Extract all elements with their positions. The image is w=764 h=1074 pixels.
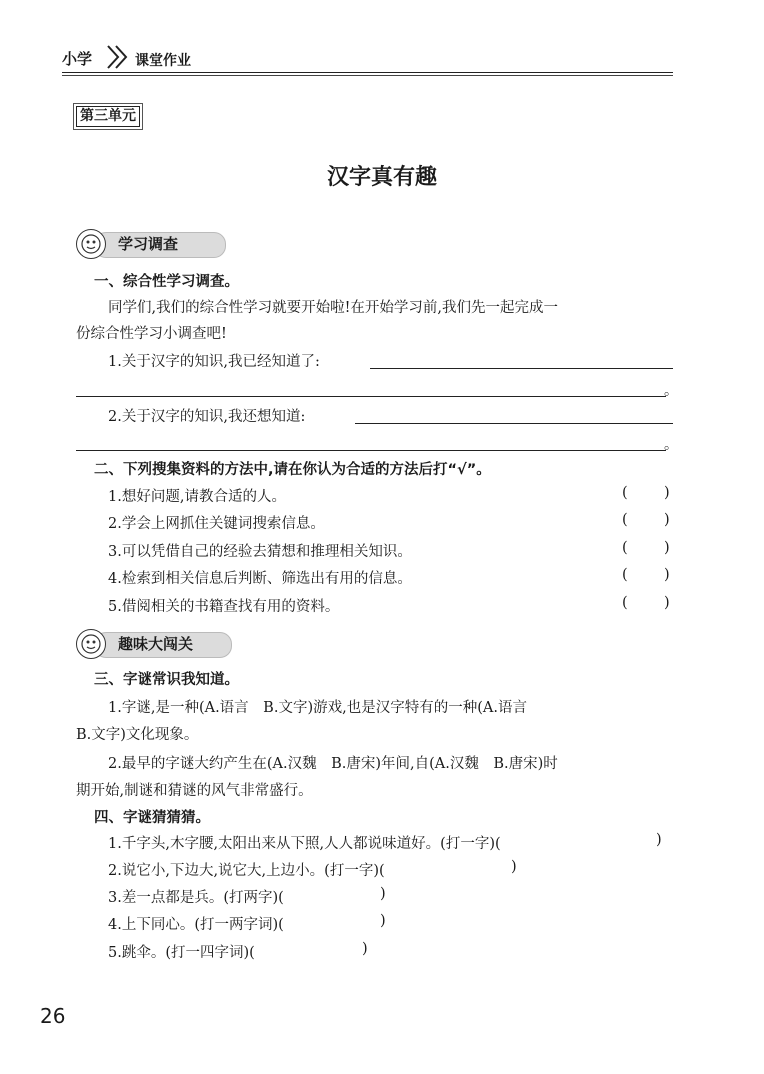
paren-close: ) <box>664 595 670 611</box>
header-rule-thin <box>62 75 673 76</box>
header-rule <box>62 72 673 73</box>
paren-open: ( <box>622 567 628 583</box>
paren-close: ) <box>511 859 517 875</box>
q2-item: 4.检索到相关信息后判断、筛选出有用的信息。 <box>108 571 412 587</box>
page-number: 26 <box>40 1004 66 1028</box>
paren-close: ) <box>656 832 662 848</box>
section-banner-fun <box>76 629 246 659</box>
q1-intro-line2: 份综合性学习小调查吧! <box>76 326 227 342</box>
paren-open: ( <box>622 595 628 611</box>
paren-close: ) <box>664 567 670 583</box>
answer-line[interactable] <box>370 368 673 369</box>
answer-line[interactable] <box>355 423 673 424</box>
q2-item: 5.借阅相关的书籍查找有用的资料。 <box>108 599 340 615</box>
q3-heading: 三、字谜常识我知道。 <box>94 672 239 688</box>
double-chevron-icon <box>104 42 134 76</box>
paren-close: ) <box>664 485 670 501</box>
paren-close: ) <box>362 941 368 957</box>
q1-item1: 1.关于汉字的知识,我已经知道了: <box>108 354 320 370</box>
header-tab: 小学 <box>62 50 93 68</box>
q4-item: 5.跳伞。(打一四字词)( <box>108 945 255 961</box>
paren-close: ) <box>380 886 386 902</box>
period: 。 <box>664 383 678 399</box>
q3-p2-line1: 2.最早的字谜大约产生在(A.汉魏 B.唐宋)年间,自(A.汉魏 B.唐宋)时 <box>108 756 558 772</box>
cartoon-face-icon <box>76 629 106 659</box>
cartoon-face-icon <box>76 229 106 259</box>
q4-item: 3.差一点都是兵。(打两字)( <box>108 890 284 906</box>
section-label: 学习调查 <box>118 235 179 253</box>
q2-item: 1.想好问题,请教合适的人。 <box>108 489 286 505</box>
q2-item: 2.学会上网抓住关键词搜索信息。 <box>108 516 325 532</box>
q4-item: 2.说它小,下边大,说它大,上边小。(打一字)( <box>108 863 385 879</box>
section-banner-survey <box>76 229 236 259</box>
q3-p1-line2: B.文字)文化现象。 <box>76 727 199 743</box>
paren-close: ) <box>380 913 386 929</box>
q4-item: 1.千字头,木字腰,太阳出来从下照,人人都说味道好。(打一字)( <box>108 836 501 852</box>
q3-p2-line2: 期开始,制谜和猜谜的风气非常盛行。 <box>76 783 313 799</box>
header-title: 课堂作业 <box>135 53 191 69</box>
q1-intro-line1: 同学们,我们的综合性学习就要开始啦!在开始学习前,我们先一起完成一 <box>108 300 559 316</box>
section-label: 趣味大闯关 <box>118 635 194 653</box>
paren-open: ( <box>622 485 628 501</box>
unit-label: 第三单元 <box>76 106 140 127</box>
page-title: 汉字真有趣 <box>326 165 437 190</box>
q2-heading: 二、下列搜集资料的方法中,请在你认为合适的方法后打“√”。 <box>94 462 491 478</box>
q1-item2: 2.关于汉字的知识,我还想知道: <box>108 409 306 425</box>
answer-line[interactable] <box>76 396 666 397</box>
answer-line[interactable] <box>76 450 666 451</box>
paren-close: ) <box>664 512 670 528</box>
q4-item: 4.上下同心。(打一两字词)( <box>108 917 284 933</box>
paren-close: ) <box>664 540 670 556</box>
paren-open: ( <box>622 540 628 556</box>
q3-p1-line1: 1.字谜,是一种(A.语言 B.文字)游戏,也是汉字特有的一种(A.语言 <box>108 700 527 716</box>
period: 。 <box>664 437 678 453</box>
q2-item: 3.可以凭借自己的经验去猜想和推理相关知识。 <box>108 544 412 560</box>
q1-heading: 一、综合性学习调查。 <box>94 274 239 290</box>
q4-heading: 四、字谜猜猜猜。 <box>94 810 210 826</box>
paren-open: ( <box>622 512 628 528</box>
